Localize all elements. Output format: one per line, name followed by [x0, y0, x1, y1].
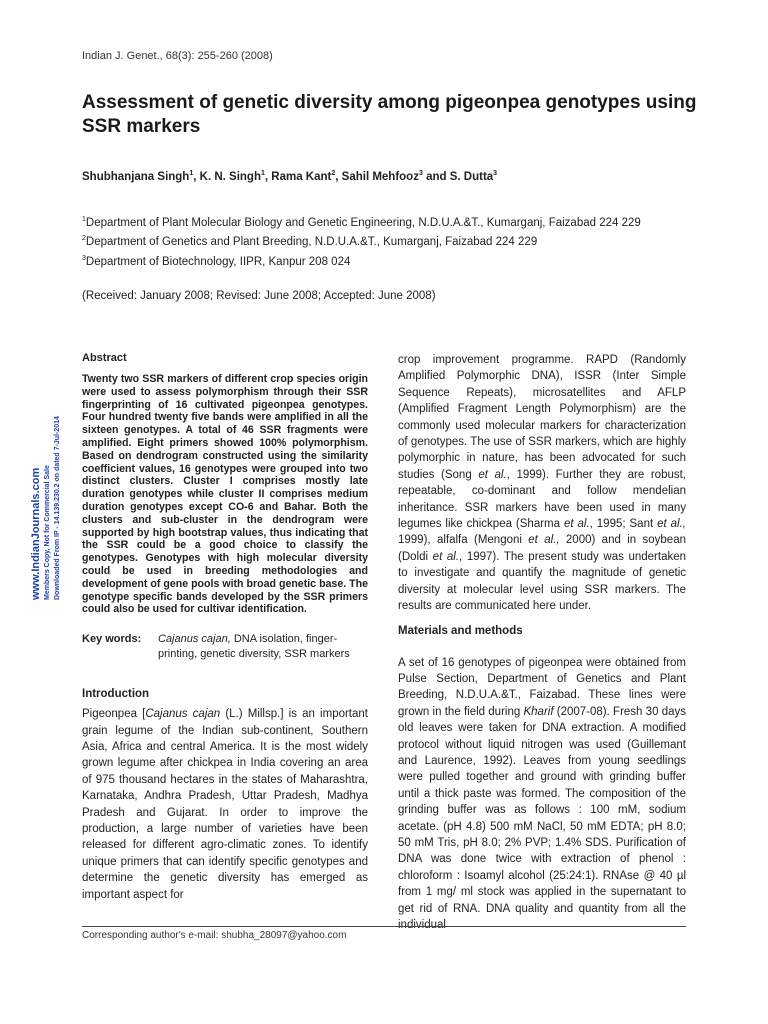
text-run: crop improvement programme. RAPD (Randomly Amplified Polymorphic DNA), ISSR (Inter Simple Sequence Repeats), microsatellites and AFLP (Amplified Fragment Length Polymorphism) are the commonly used molecular markers for characterization of genotypes. The use of SSR markers, which are highly polymorphic in nature, has been advocated for such studies (Song — [398, 354, 686, 481]
introduction-heading: Introduction — [82, 688, 150, 701]
text-run: , 1995; Sant — [589, 518, 658, 531]
watermark-site-link[interactable]: www.IndianJournals.com — [30, 467, 42, 600]
keywords-species: Cajanus cajan, — [158, 633, 231, 646]
corresponding-author-footnote: Corresponding author's e-mail: shubha_28097@yahoo.com — [82, 930, 347, 941]
author-name: Rama Kant — [271, 170, 332, 183]
author-affiliation-marker: 3 — [493, 170, 498, 177]
introduction-continued-text — [398, 352, 686, 615]
italic-run: Kharif — [523, 705, 554, 718]
italic-run: et al. — [563, 518, 590, 531]
italic-run: et al. — [478, 468, 507, 481]
left-column — [82, 352, 368, 903]
text-run: , 1997). The present study was undertaken to investigate and quantify the magnitude of genetic diversity at molecular level using SSR markers. The results are communicated here under. — [398, 550, 687, 613]
text-run: Pigeonpea [ — [82, 708, 146, 721]
text-run: A set of 16 genotypes of pigeonpea were obtained from Pulse Section, Department of Genetics and Plant Breeding, N.D.U.A.&T., Faizabad. These lines were grown in the field during — [398, 656, 686, 718]
keywords-text — [158, 632, 368, 662]
author-name: Shubhanjana Singh — [82, 170, 190, 183]
author-list: Shubhanjana Singh$^1$, K. N. Singh$^1$, Rama Kant$^2$, Sahil Mehfooz$^3$ and S. Dutta$^3$ — [82, 170, 498, 183]
methods-heading: Materials and methods — [398, 624, 523, 637]
author-name: K. N. Singh — [199, 170, 261, 183]
affiliation-line — [82, 251, 641, 270]
author-name: Sahil Mehfooz — [341, 170, 419, 183]
author-affiliation-marker: 1 — [189, 170, 194, 177]
abstract-text: Twenty two SSR markers of different crop species origin were used to assess polymorphism through their SSR fingerprinting of 16 cultivated pigeonpea genotypes. Four hundred twenty five bands were amplified in all the sixteen genotypes. A total of 46 SSR fragments were amplified. Eight primers showed 100% polymorphism. Based on dendrogram constructed using the similarity coefficient values, 16 genotypes were grouped into two distinct clusters. Cluster I comprises mostly late duration genotypes while cluster II comprises medium duration genotypes except CO-6 and Bahar. Both the clusters and sub-cluster in the dendrogram were supported by high bootstrap values, thus indicating that the SSR could be a good choice to classify the genotypes. Genotypes with high molecular diversity could be used in breeding methodologies and development of gene pools with broad genetic base. The genotype specific bands developed by the SSR primers could also be used for cultivar identification. — [82, 373, 368, 616]
watermark-members-note: Members Copy, Not for Commercial Sale — [44, 465, 51, 600]
journal-citation: Indian J. Genet., 68(3): 255-260 (2008) — [82, 50, 273, 62]
right-column — [398, 352, 686, 933]
text-run: (L.) Millsp.] is an important grain legume of the Indian sub-continent, Southern Asia, Africa and central America. It is the most widely grown legume after chickpea in India covering an area of 975 thousand hectares in the states of Maharashtra, Karnataka, Andhra Pradesh, Uttar Pradesh, Madhya Pradesh and Gujarat. In order to improve the production, a large number of varieties have been released for different agro-climatic zones. To identify unique primers that can identify specific genotypes and determine the genetic diversity has emerged as important aspect for — [82, 708, 368, 901]
affiliation-text: Department of Biotechnology, IIPR, Kanpur 208 024 — [85, 255, 351, 268]
text-run: (2007-08). Fresh 30 days old leaves were taken for DNA extraction. A modified protocol without liquid nitrogen was used (Guillemant and Laurence, 1992). Leaves from young seedlings were pulled together and ground with grinding buffer until a thick paste was formed. The composition of the grinding buffer was as follows : 100 mM, sodium acetate. (pH 4.8) 500 mM NaCl, 50 mM EDTA; pH 8.0; 50 mM Tris, pH 8.0; 2% PVP; 1.4% SDS. Purification of DNA was done twice with extraction of phenol : chloroform : Isoamyl alcohol (25:24:1). RNAse @ 40 µl from 1 mg/ ml stock was applied in the supernatant to get rid of RNA. DNA quality and quantity from all the individual — [398, 705, 686, 931]
affiliation-marker: 2 — [82, 235, 86, 243]
keywords-rest: DNA isolation, finger-printing, genetic diversity, SSR markers — [158, 633, 350, 661]
affiliation-text: Department of Genetics and Plant Breeding, N.D.U.A.&T., Kumarganj, Faizabad 224 229 — [85, 236, 538, 249]
received-dates: (Received: January 2008; Revised: June 2008; Accepted: June 2008) — [82, 290, 436, 302]
italic-run: et al., — [528, 534, 560, 547]
keywords-label: Key words: — [82, 633, 142, 646]
keywords — [82, 632, 368, 662]
text-run: , 1999). Further they are robust, repeatable, co-dominant and follow mendelian inheritance. SSR markers have been used in many legumes like chickpea (Sharma — [398, 468, 687, 531]
text-run: 2000) and in soybean (Doldi — [398, 534, 686, 563]
introduction-text — [82, 706, 368, 903]
article-title: Assessment of genetic diversity among pigeonpea genotypes using SSR markers — [82, 92, 697, 137]
affiliation-marker: 1 — [82, 216, 86, 223]
italic-run: et al., — [657, 518, 686, 531]
italic-run: Cajanus cajan — [145, 708, 221, 721]
watermark-download-note: Downloaded From IP - 14.139.230.2 on dated 7-Jul-2014 — [54, 416, 61, 600]
abstract-heading: Abstract — [82, 352, 127, 364]
author-affiliation-marker: 3 — [418, 170, 423, 177]
methods-text — [398, 655, 686, 934]
footnote-divider — [82, 926, 686, 927]
affiliation-line — [82, 231, 641, 250]
text-run: 1999), alfalfa (Mengoni — [398, 534, 529, 547]
affiliation-text: Department of Plant Molecular Biology and Genetic Engineering, N.D.U.A.&T., Kumarganj, Faizabad 224 229 — [85, 216, 641, 229]
affiliation-line — [82, 212, 641, 231]
author-affiliation-marker: 2 — [331, 170, 336, 177]
italic-run: et al. — [432, 550, 460, 563]
affiliation-marker: 3 — [82, 254, 86, 262]
author-affiliation-marker: 1 — [260, 170, 265, 177]
download-watermark — [30, 416, 63, 600]
author-name: S. Dutta — [449, 170, 494, 183]
affiliation-list — [82, 212, 641, 270]
